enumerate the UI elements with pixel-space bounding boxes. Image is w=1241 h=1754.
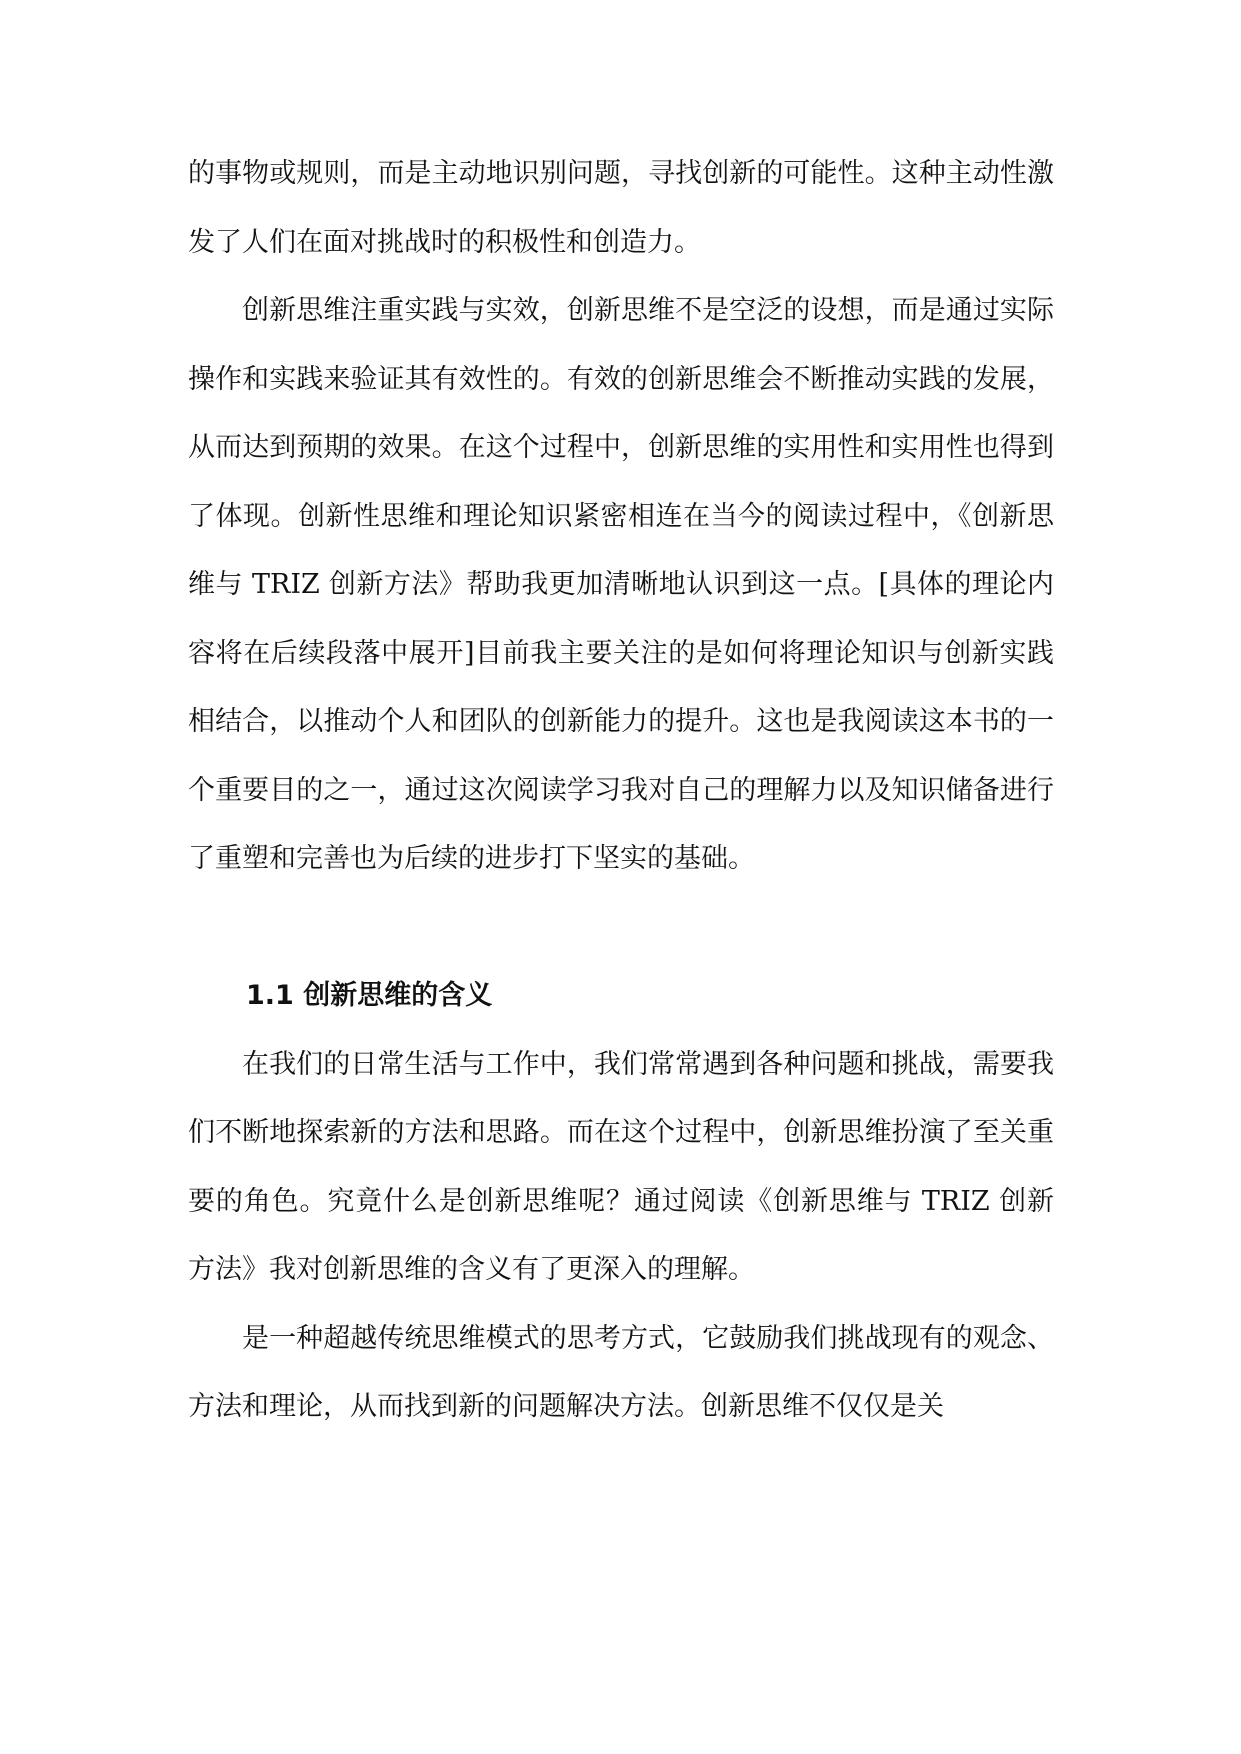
document-body [188, 140, 1054, 1442]
paragraph-intro: 在我们的日常生活与工作中，我们常常遇到各种问题和挑战，需要我们不断地探索新的方法和思路。而在这个过程中，创新思维扮演了至关重要的角色。究竟什么是创新思维呢？通过阅读《创新思维与 TRIZ 创新方法》我对创新思维的含义有了更深入的理解。 [188, 1048, 1054, 1285]
section-spacer [188, 894, 1054, 963]
paragraph-practice: 创新思维注重实践与实效，创新思维不是空泛的设想，而是通过实际操作和实践来验证其有效性的。有效的创新思维会不断推动实践的发展，从而达到预期的效果。在这个过程中，创新思维的实用性和实用性也得到了体现。创新性思维和理论知识紧密相连在当今的阅读过程中，《创新思维与 TRIZ 创新方法》帮助我更加清晰地认识到这一点。[具体的理论内容将在后续段落中展开]目前我主要关注的是如何将理论知识与创新实践相结合，以推动个人和团队的创新能力的提升。这也是我阅读这本书的一个重要目的之一，通过这次阅读学习我对自己的理解力以及知识储备进行了重塑和完善也为后续的进步打下坚实的基础。 [188, 295, 1054, 874]
paragraph-definition: 是一种超越传统思维模式的思考方式，它鼓励我们挑战现有的观念、方法和理论，从而找到新的问题解决方法。创新思维不仅仅是关 [188, 1322, 1054, 1422]
section-heading: 1.1 创新思维的含义 [246, 980, 493, 1011]
paragraph-continuation: 的事物或规则，而是主动地识别问题，寻找创新的可能性。这种主动性激发了人们在面对挑战时的积极性和创造力。 [188, 158, 1054, 258]
